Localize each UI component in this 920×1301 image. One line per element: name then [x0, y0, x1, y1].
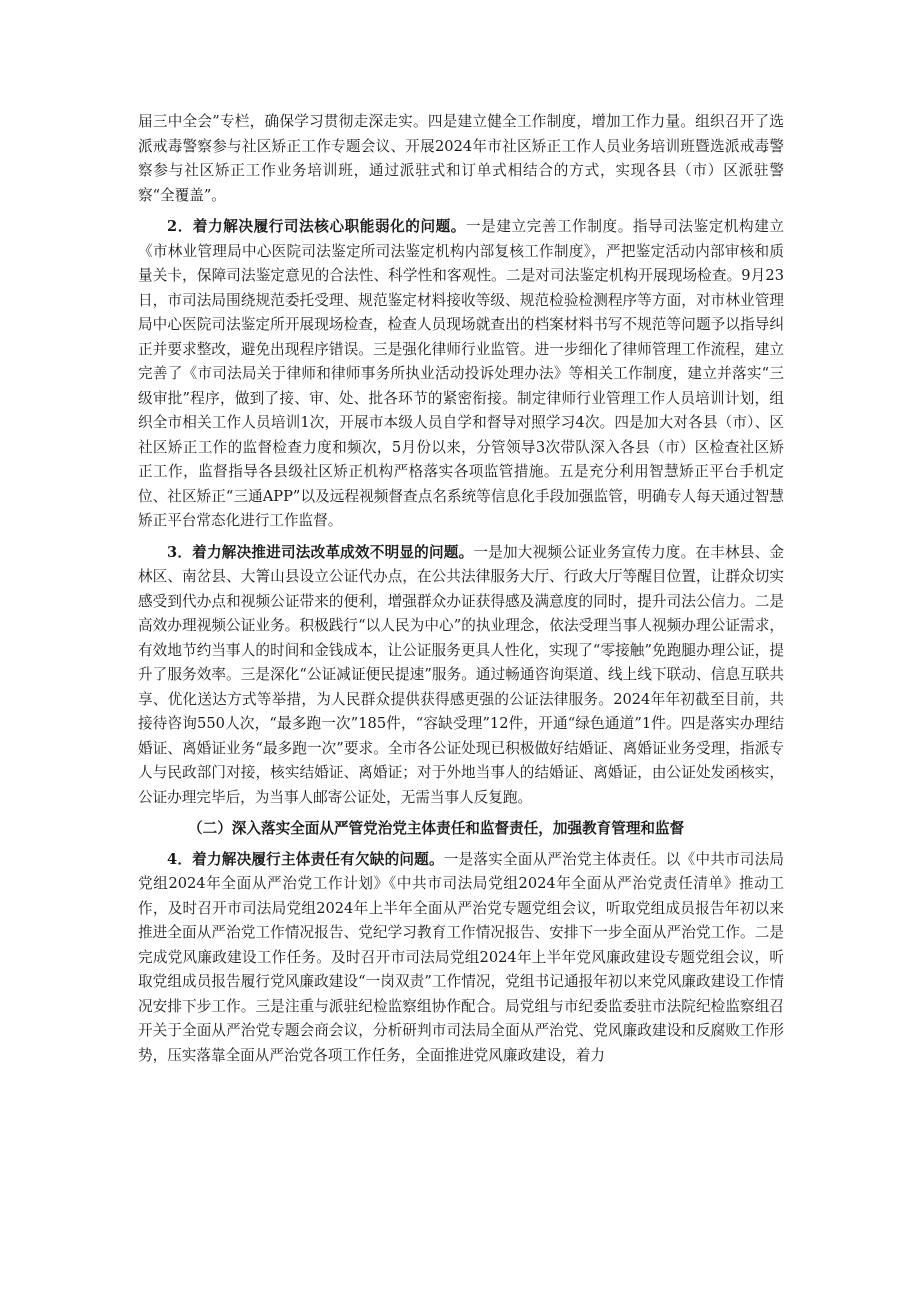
- paragraph-1-body: 届三中全会”专栏，确保学习贯彻走深走实。四是建立健全工作制度，增加工作力量。组织召开了选派戒毒警察参与社区矫正工作专题会议、开展2024年市社区矫正工作人员业务培训班暨选派戒毒警察参与社区矫正工作业务培训班，通过派驻式和订单式相结合的方式，实现各县（市）区派驻警察“全覆盖”。: [138, 113, 784, 204]
- paragraph-4-body: 一是落实全面从严治党主体责任。以《中共市司法局党组2024年全面从严治党工作计划》《中共市司法局党组2024年全面从严治党责任清单》推动工作，及时召开市司法局党组2024年上半年全面从严治党专题党组会议，听取党组成员报告年初以来推进全面从严治党工作情况报告、党纪学习教育工作情况报告、安排下一步全面从严治党工作。二是完成党风廉政建设工作任务。及时召开市司法局党组2024年上半年党风廉政建设专题党组会议，听取党组成员报告履行党风廉政建设“一岗双责”工作情况，党组书记通报年初以来党风廉政建设工作情况安排下步工作。三是注重与派驻纪检监察组协作配合。局党组与市纪委监委驻市法院纪检监察组召开关于全面从严治党专题会商会议，分析研判市司法局全面从严治党、党风廉政建设和反腐败工作形势，压实落靠全面从严治党各项工作任务，全面推进党风廉政建设，着力: [138, 850, 784, 1064]
- document-page: [138, 110, 784, 1075]
- paragraph-2-heading: 2．着力解决履行司法核心职能弱化的问题。: [167, 218, 466, 235]
- paragraph-4: [138, 848, 784, 1069]
- section-title: （二）深入落实全面从严管党治党主体责任和监督责任，加强教育管理和监督: [188, 820, 685, 837]
- paragraph-2: [138, 215, 784, 534]
- paragraph-3-heading: 3．着力解决推进司法改革成效不明显的问题。: [167, 543, 474, 561]
- paragraph-1: [138, 110, 784, 208]
- paragraph-3: [138, 541, 784, 811]
- paragraph-4-heading: 4．着力解决履行主体责任有欠缺的问题。: [167, 850, 444, 868]
- paragraph-3-body: 一是加大视频公证业务宣传力度。在丰林县、金林区、南岔县、大箐山县设立公证代办点，在公共法律服务大厅、行政大厅等醒目位置，让群众切实感受到代办点和视频公证带来的便利，增强群众办证获得感及满意度的同时，提升司法公信力。二是高效办理视频公证业务。积极践行“以人民为中心”的执业理念，依法受理当事人视频办理公证需求，有效地节约当事人的时间和金钱成本，让公证服务更具人性化，实现了“零接触”免跑腿办理公证，提升了服务效率。三是深化“公证减证便民提速”服务。通过畅通咨询渠道、线上线下联动、信息互联共享、优化送达方式等举措，为人民群众提供获得感更强的公证法律服务。2024年年初截至目前，共接待咨询550人次，“最多跑一次”185件，“容缺受理”12件，开通“绿色通道”1件。四是落实办理结婚证、离婚证业务“最多跑一次”要求。全市各公证处现已积极做好结婚证、离婚证业务受理，指派专人与民政部门对接，核实结婚证、离婚证；对于外地当事人的结婚证、离婚证，由公证处发函核实，公证办理完毕后，为当事人邮寄公证处，无需当事人反复跑。: [138, 543, 785, 806]
- paragraph-2-body: 一是建立完善工作制度。指导司法鉴定机构建立《市林业管理局中心医院司法鉴定所司法鉴定机构内部复核工作制度》，严把鉴定活动内部审核和质量关卡，保障司法鉴定意见的合法性、科学性和客观性。二是对司法鉴定机构开展现场检查。9月23日，市司法局围绕规范委托受理、规范鉴定材料接收等级、规范检验检测程序等方面，对市林业管理局中心医院司法鉴定所开展现场检查，检查人员现场就查出的档案材料书写不规范等问题予以指导纠正并要求整改，避免出现程序错误。三是强化律师行业监管。进一步细化了律师管理工作流程，建立完善了《市司法局关于律师和律师事务所执业活动投诉处理办法》等相关工作制度，建立并落实“三级审批”程序，做到了接、审、处、批各环节的紧密衔接。制定律师行业管理工作人员培训计划，组织全市相关工作人员培训1次，开展市本级人员自学和督导对照学习4次。四是加大对各县（市）、区社区矫正工作的监督检查力度和频次，5月份以来，分管领导3次带队深入各县（市）区检查社区矫正工作，监督指导各县级社区矫正机构严格落实各项监管措施。五是充分利用智慧矫正平台手机定位、社区矫正“三通APP”以及远程视频督查点名系统等信息化手段加强监管，明确专人每天通过智慧矫正平台常态化进行工作监督。: [138, 218, 784, 529]
